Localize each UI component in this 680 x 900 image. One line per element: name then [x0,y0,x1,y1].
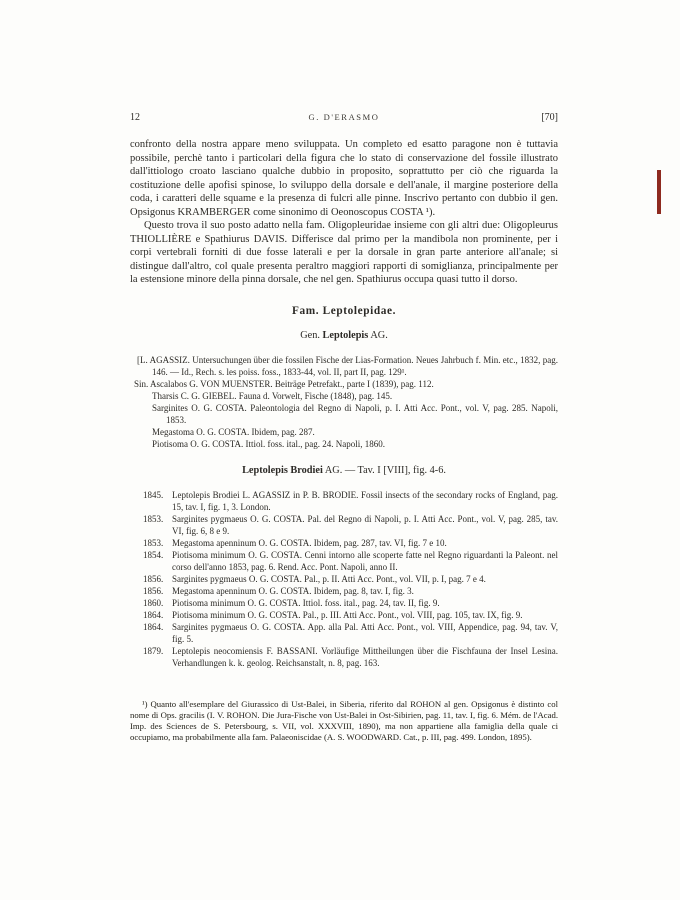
synonymy-entry: Piotisoma O. G. COSTA. Ittiol. foss. ital., pag. 24. Napoli, 1860. [152,438,386,449]
page-header [130,112,558,123]
reference-text: Megastoma apenninum O. G. COSTA. Ibidem, pag. 8, tav. I, fig. 3. [172,585,414,596]
paragraph-continuation: confronto della nostra appare meno sviluppata. Un completo ed esatto paragone non è tuttavia possibile, perchè tanto i particolari della figura che lo stato di conservazione del fossile illustrato dall'ittiologo croato lasciano qualche dubbio in proposito, soprattutto per ciò che riguarda la costituzione delle apofisi spinose, lo sviluppo della dorsale e dell'anale, il margine posteriore della coda, i caratteri delle squame e la presenza di fulcri alle pinne. Inscrivo pertanto con dubbio il gen. Opsigonus KRAMBERGER come sinonimo di Oeonoscopus COSTA ¹). [130,139,558,218]
genus-name: Leptolepis [322,329,369,341]
reference-entry [130,585,558,597]
reference-year: 1860. [143,597,164,608]
reference-year: 1864. [143,621,164,632]
reference-year: 1856. [143,585,164,596]
column-number: [70] [541,112,558,123]
synonymy-block [130,354,558,450]
reference-entry [130,513,558,537]
reference-entry [130,597,558,609]
genus-prefix: Gen. [300,329,323,341]
species-citation: AG. — Tav. I [VIII], fig. 4-6. [322,464,446,476]
running-title: G. D'ERASMO [308,112,380,122]
reference-text: Piotisoma minimum O. G. COSTA. Pal., p. III. Atti Acc. Pont., vol. VIII, pag. 105, tav. IX, fig. 9. [172,609,523,620]
reference-year: 1856. [143,573,164,584]
family-heading: Fam. Leptolepidae. [292,304,396,317]
reference-year: 1853. [143,537,164,548]
reference-entry [130,549,558,573]
species-heading [130,465,558,476]
text-block [130,112,558,743]
reference-text: Sarginites pygmaeus O. G. COSTA. Pal. del Regno di Napoli, p. I. Atti Acc. Pont., vol. V, pag. 285, tav. VI, fig. 6, 8 e 9. [172,513,558,536]
reference-text: Sarginites pygmaeus O. G. COSTA. Pal., p. II. Atti Acc. Pont., vol. VII, p. I, pag. 7 e 4. [172,573,486,584]
synonymy-entry: [L. AGASSIZ. Untersuchungen über die fossilen Fische der Lias-Formation. Neues Jahrbuch f. Min. etc., 1832, pag. 146. — Id., Rech. s. les poiss. foss., 1833-44, vol. II, part II, pag. 129¹. [137,354,558,377]
synonymy-entry: Tharsis C. G. GIEBEL. Fauna d. Vorwelt, Fische (1848), pag. 145. [152,390,393,401]
reference-year: 1854. [143,549,164,560]
reference-text: Leptolepis neocomiensis F. BASSANI. Vorläufige Mittheilungen über die Fischfauna der Insel Lesina. Verhandlungen k. k. geolog. Reichsanstalt, n. 8, pag. 163. [172,645,558,668]
reference-text: Sarginites pygmaeus O. G. COSTA. App. alla Pal. Atti Acc. Pont., vol. VIII, Appendice, pag. 94, tav. V, fig. 5. [172,621,558,644]
reference-year: 1864. [143,609,164,620]
reference-text: Piotisoma minimum O. G. COSTA. Ittiol. foss. ital., pag. 24, tav. II, fig. 9. [172,597,440,608]
synonymy-entry: Sin. Ascalabos G. VON MUENSTER. Beiträge Petrefakt., parte I (1839), pag. 112. [134,378,434,389]
genus-author: AG. [368,329,388,341]
reference-entry [130,645,558,669]
reference-entry [130,609,558,621]
reference-entry [130,489,558,513]
reference-year: 1853. [143,513,164,524]
footnote: ¹) Quanto all'esemplare del Giurassico di Ust-Balei, in Siberia, riferito dal ROHON al gen. Opsigonus è distinto col nome di Ops. gracilis (I. V. ROHON. Die Jura-Fische von Ust-Balei in Ost-Sibirien, pag. 11, tav. I, fig. 6. Mém. de l'Acad. Imp. des Sciences de S. Petersbourg, s. VII, vol. XXXVIII, 1890), ma non appartiene alla famiglia della quale ci occupiamo, ma probabilmente alla fam. Palaeoniscidae (A. S. WOODWARD. Cat., p. III, pag. 499. London, 1895). [130,698,558,743]
reference-year: 1845. [143,489,164,500]
page-number: 12 [130,112,140,123]
synonymy-entry: Megastoma O. G. COSTA. Ibidem, pag. 287. [152,426,315,437]
reference-text: Leptolepis Brodiei L. AGASSIZ in P. B. BRODIE. Fossil insects of the secondary rocks of England, pag. 15, tav. I, fig. 1, 3. London. [172,489,558,512]
paragraph: Questo trova il suo posto adatto nella fam. Oligopleuridae insieme con gli altri due: Oligopleurus THIOLLIÈRE e Spathiurus DAVIS. Differisce dal primo per la mandibola non prominente, per i corpi vertebrali forniti di due fosse laterali e per la dorsale in gran parte anteriore all'anale; si distingue dall'altro, col quale presenta peraltro maggiori rapporti di somiglianza, principalmente per la estensione minore della pinna dorsale, che nel gen. Spathiurus occupa quasi tutto il dorso. [130,220,558,285]
reference-entry [130,621,558,645]
species-name: Leptolepis Brodiei [242,464,323,476]
reference-year: 1879. [143,645,164,656]
reference-entry [130,537,558,549]
references-list [130,489,558,669]
reference-entry [130,573,558,585]
scan-artifact-mark [657,170,661,214]
reference-text: Piotisoma minimum O. G. COSTA. Cenni intorno alle scoperte fatte nel Regno riguardanti la Paleont. nel corso dell'anno 1853, pag. 6. Rend. Acc. Pont. Napoli, anno II. [172,549,558,572]
genus-heading [130,330,558,341]
synonymy-entry: Sarginites O. G. COSTA. Paleontologia del Regno di Napoli, p. I. Atti Acc. Pont., vol. V, pag. 285. Napoli, 1853. [152,402,558,425]
reference-text: Megastoma apenninum O. G. COSTA. Ibidem, pag. 287, tav. VI, fig. 7 e 10. [172,537,447,548]
